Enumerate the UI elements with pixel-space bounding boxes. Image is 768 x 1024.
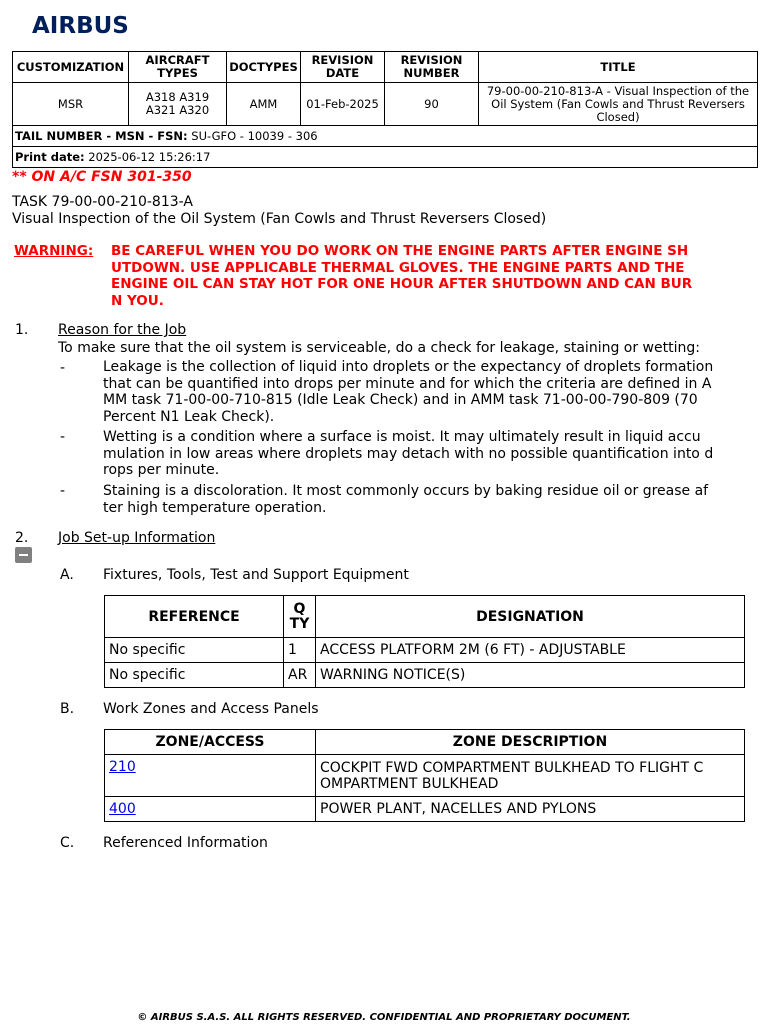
- qty-cell: 1: [284, 638, 316, 663]
- warning-line: UTDOWN. USE APPLICABLE THERMAL GLOVES. THE ENGINE PARTS AND THE: [111, 259, 685, 276]
- bullet-dash: -: [60, 483, 66, 499]
- zone-cell: [105, 797, 316, 822]
- subsection-b-title: Work Zones and Access Panels: [103, 701, 319, 717]
- column-header-zone-description: ZONE DESCRIPTION: [316, 730, 745, 755]
- header-doctypes: DOCTYPES: [227, 52, 301, 83]
- bullet-line: ter high temperature operation.: [103, 499, 327, 516]
- list-item: [103, 429, 745, 479]
- zones-table: [104, 729, 745, 822]
- warning-line: N YOU.: [111, 292, 164, 309]
- warning-line: ENGINE OIL CAN STAY HOT FOR ONE HOUR AFTER SHUTDOWN AND CAN BUR: [111, 276, 693, 292]
- subsection-a-letter: A.: [60, 567, 74, 583]
- column-header-reference: REFERENCE: [105, 596, 284, 638]
- tail-number-row: [13, 126, 758, 147]
- revision-number-value: 90: [385, 83, 479, 126]
- header-revision-date: REVISION DATE: [301, 52, 385, 83]
- header-customization: CUSTOMIZATION: [13, 52, 129, 83]
- bullet-line: that can be quantified into drops per minute and for which the criteria are defined in A: [103, 375, 712, 392]
- zone-description-line: OMPARTMENT BULKHEAD: [320, 775, 499, 792]
- reference-cell: No specific: [105, 663, 284, 688]
- header-revision-number: REVISION NUMBER: [385, 52, 479, 83]
- column-header-qty: [284, 596, 316, 638]
- zone-link-210[interactable]: 210: [109, 759, 136, 775]
- bullet-line: Leakage is the collection of liquid into droplets or the expectancy of droplets formation: [103, 359, 714, 375]
- warning-line: BE CAREFUL WHEN YOU DO WORK ON THE ENGINE PARTS AFTER ENGINE SH: [111, 243, 689, 259]
- designation-cell: ACCESS PLATFORM 2M (6 FT) - ADJUSTABLE: [316, 638, 745, 663]
- title-value: 79-00-00-210-813-A - Visual Inspection of the Oil System (Fan Cowls and Thrust Reversers Closed): [479, 83, 758, 126]
- tail-number-value: SU-GFO - 10039 - 306: [191, 128, 318, 143]
- zone-cell: [105, 755, 316, 797]
- airbus-logo: AIRBUS: [32, 13, 129, 39]
- section-1-title: Reason for the Job: [58, 322, 187, 338]
- subsection-c-letter: C.: [60, 835, 75, 851]
- applicability-note: ** ON A/C FSN 301-350: [12, 169, 192, 185]
- zone-description-cell: [316, 755, 745, 797]
- subsection-b-letter: B.: [60, 701, 75, 717]
- qty-cell: AR: [284, 663, 316, 688]
- header-title: TITLE: [479, 52, 758, 83]
- copyright-footer: © AIRBUS S.A.S. ALL RIGHTS RESERVED. CONFIDENTIAL AND PROPRIETARY DOCUMENT.: [137, 1012, 631, 1023]
- bullet-line: rops per minute.: [103, 462, 220, 478]
- designation-cell: WARNING NOTICE(S): [316, 663, 745, 688]
- zone-description-cell: POWER PLANT, NACELLES AND PYLONS: [316, 797, 745, 822]
- column-header-zone: ZONE/ACCESS: [105, 730, 316, 755]
- warning-label: WARNING:: [14, 243, 94, 259]
- task-title: Visual Inspection of the Oil System (Fan Cowls and Thrust Reversers Closed): [12, 211, 547, 227]
- print-date-label: Print date:: [15, 149, 85, 164]
- table-row: [105, 797, 745, 822]
- bullet-dash: -: [60, 360, 66, 376]
- tail-number-label: TAIL NUMBER - MSN - FSN:: [15, 128, 188, 143]
- section-1-intro: To make sure that the oil system is serviceable, do a check for leakage, staining or wetting:: [58, 340, 700, 356]
- column-header-designation: DESIGNATION: [316, 596, 745, 638]
- qty-header-line: Q: [293, 600, 306, 617]
- table-row: [105, 638, 745, 663]
- section-2-number: 2.: [15, 530, 29, 546]
- document-header-table: [12, 51, 758, 168]
- bullet-dash: -: [60, 429, 66, 445]
- list-item: [103, 483, 745, 516]
- customization-value: MSR: [13, 83, 129, 126]
- section-1-number: 1.: [15, 322, 29, 338]
- print-date-value: 2025-06-12 15:26:17: [88, 149, 211, 164]
- aircraft-types-value: [129, 83, 227, 126]
- doctype-value: AMM: [227, 83, 301, 126]
- bullet-line: Staining is a discoloration. It most commonly occurs by baking residue oil or grease af: [103, 483, 709, 499]
- aircraft-types-line: A318 A319: [145, 90, 210, 104]
- qty-header-line: TY: [289, 615, 310, 632]
- bullet-line: mulation in low areas where droplets may detach with no possible quantification into d: [103, 445, 714, 462]
- task-id: TASK 79-00-00-210-813-A: [12, 194, 193, 210]
- bullet-line: MM task 71-00-00-710-815 (Idle Leak Check) and in AMM task 71-00-00-790-809 (70: [103, 392, 698, 408]
- bullet-line: Wetting is a condition where a surface is moist. It may ultimately result in liquid accu: [103, 429, 701, 445]
- zone-link-400[interactable]: 400: [109, 801, 136, 817]
- warning-text: [111, 243, 753, 309]
- revision-date-value: 01-Feb-2025: [301, 83, 385, 126]
- table-row: [105, 663, 745, 688]
- subsection-c-title: Referenced Information: [103, 835, 268, 851]
- equipment-table: [104, 595, 745, 688]
- section-2-title: Job Set-up Information: [58, 530, 216, 546]
- subsection-a-title: Fixtures, Tools, Test and Support Equipment: [103, 567, 409, 583]
- collapse-icon[interactable]: [15, 547, 32, 563]
- reference-cell: No specific: [105, 638, 284, 663]
- list-item: [103, 359, 745, 425]
- print-date-row: [13, 147, 758, 168]
- zone-description-line: COCKPIT FWD COMPARTMENT BULKHEAD TO FLIGHT C: [320, 759, 704, 776]
- bullet-line: Percent N1 Leak Check).: [103, 408, 275, 425]
- aircraft-types-line: A321 A320: [145, 103, 210, 117]
- table-row: [105, 755, 745, 797]
- header-aircraft-types: AIRCRAFT TYPES: [129, 52, 227, 83]
